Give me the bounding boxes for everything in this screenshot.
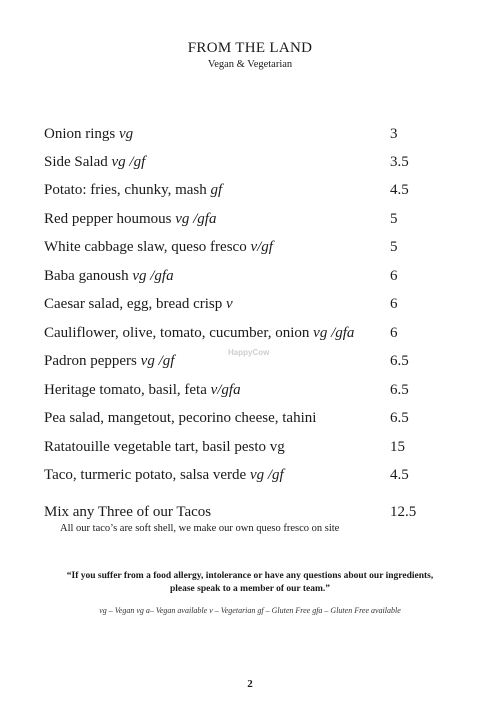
menu-item-name [44,268,174,285]
menu-item-label: Taco, turmeric potato, salsa verde [44,467,250,483]
menu-item-price: 5 [390,211,398,227]
menu-item-name [44,504,211,521]
menu-item-dietary-tags: vg /gf [140,353,175,369]
menu-item-price: 15 [390,439,405,455]
menu-item [44,296,444,320]
menu-item-name [44,154,145,171]
menu-item-price: 6 [390,325,398,341]
menu-item-name [44,239,273,256]
page-number: 2 [247,678,253,690]
menu-item-price: 3 [390,126,398,142]
menu-item-dietary-tags: vg [119,126,134,142]
menu-item-name [44,296,233,313]
menu-item-price: 6 [390,268,398,284]
dietary-legend: vg – Vegan vg a– Vegan available v – Vegetarian gf – Gluten Free gfa – Gluten Free available [99,606,401,615]
menu-item-label: Potato: fries, chunky, mash [44,182,211,198]
menu-item [44,211,444,235]
menu-item-label: Pea salad, mangetout, pecorino cheese, tahini [44,410,317,426]
menu-item-dietary-tags: vg /gfa [175,211,217,227]
menu-item-label: Caesar salad, egg, bread crisp [44,296,227,312]
menu-item-name [44,467,284,484]
menu-item-label: Mix any Three of our Tacos [44,504,212,520]
watermark: HappyCow [228,348,270,357]
allergy-notice-line-2: please speak to a member of our team.” [169,584,331,594]
menu-item [44,182,444,206]
allergy-notice-line-1: “If you suffer from a food allergy, intolerance or have any questions about our ingredients, [66,571,434,581]
menu-item [44,126,444,150]
menu-item-label: Ratatouille vegetable tart, basil pesto vg [44,439,285,455]
menu-item-price: 6.5 [390,382,409,398]
menu-item-price: 5 [390,239,398,255]
menu-item-price: 12.5 [390,504,417,520]
menu-item-dietary-tags: v [226,296,233,312]
allergy-notice [0,570,500,596]
section-title: FROM THE LAND [187,40,313,56]
menu-item-dietary-tags: v/gfa [210,382,241,398]
taco-note: All our taco’s are soft shell, we make our own queso fresco on site [60,523,340,534]
menu-item-price: 4.5 [390,182,409,198]
menu-item-price: 6.5 [390,410,409,426]
menu-item-name [44,325,354,342]
menu-item-price: 3.5 [390,154,409,170]
menu-item-name [44,182,222,199]
menu-item-name [44,126,133,143]
menu-item-name [44,410,316,427]
menu-item-price: 4.5 [390,467,409,483]
menu-item [44,439,444,463]
menu-item-name [44,439,285,456]
menu-item-name [44,211,216,228]
menu-item-label: Red pepper houmous [44,211,176,227]
menu-item [44,239,444,263]
menu-item-dietary-tags: vg /gf [249,467,284,483]
menu-item-label: Heritage tomato, basil, feta [44,382,211,398]
section-subtitle: Vegan & Vegetarian [207,59,293,70]
menu-item [44,268,444,292]
menu-item [44,410,444,434]
menu-item-dietary-tags: vg /gfa [313,325,355,341]
menu-item-price: 6.5 [390,353,409,369]
menu-item [44,325,444,349]
menu-item-dietary-tags: vg /gf [111,154,146,170]
menu-item-name [44,382,241,399]
menu-item-label: Baba ganoush [44,268,133,284]
menu-item [44,382,444,406]
menu-item-dietary-tags: v/gf [250,239,273,255]
menu-item [44,154,444,178]
menu-item-label: White cabbage slaw, queso fresco [44,239,251,255]
menu-item [44,467,444,491]
menu-item-label: Cauliflower, olive, tomato, cucumber, onion [44,325,314,341]
menu-item-label: Padron peppers [44,353,141,369]
menu-item-name [44,353,174,370]
menu-item-dietary-tags: gf [210,182,223,198]
menu-item-dietary-tags: vg /gfa [132,268,174,284]
menu-item-price: 6 [390,296,398,312]
menu-item-label: Onion rings [44,126,119,142]
menu-item-label: Side Salad [44,154,112,170]
